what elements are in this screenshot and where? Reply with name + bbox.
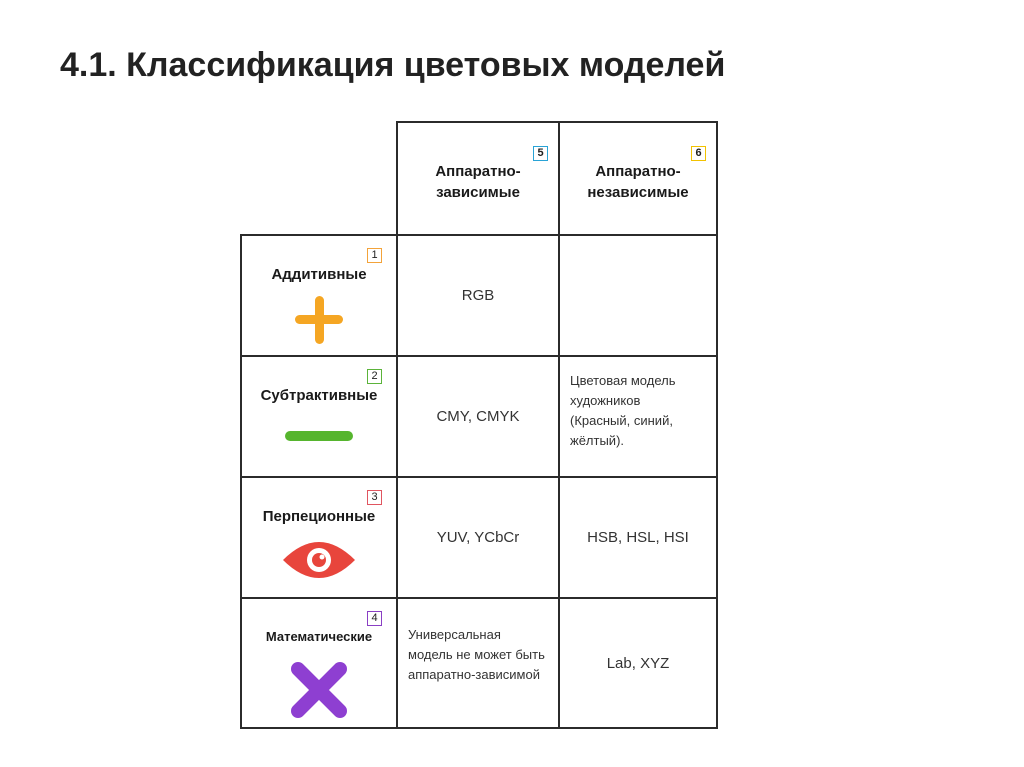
row-header-subtractive: [240, 355, 398, 478]
cell-additive-dependent: [396, 234, 560, 357]
cell-line: Цветовая модель: [570, 373, 676, 388]
cell-subtractive-independent: [558, 355, 718, 478]
cell-value: RGB: [461, 287, 495, 304]
cell-line: (Красный, синий,: [570, 413, 673, 428]
column-header-dependent: [396, 121, 560, 236]
column-header-independent: [558, 121, 718, 236]
row-label: Математические: [265, 629, 373, 644]
row-header-perceptual: [240, 476, 398, 599]
cell-perceptual-dependent: [396, 476, 560, 599]
cell-value: HSB, HSL, HSI: [587, 529, 689, 546]
column-header-line: независимые: [587, 184, 689, 201]
cell-value: YUV, YCbCr: [436, 529, 520, 546]
badge-2: 2: [367, 369, 382, 384]
cell-value: [560, 357, 716, 476]
row-header-mathematical: [240, 597, 398, 729]
cell-value: Lab, XYZ: [606, 654, 670, 672]
cell-mathematical-independent: [558, 597, 718, 729]
column-header-line: Аппаратно-: [595, 163, 681, 180]
page-title: 4.1. Классификация цветовых моделей: [60, 46, 726, 84]
cell-value: CMY, CMYK: [436, 408, 520, 425]
eye-icon: [242, 538, 396, 582]
cross-icon: [242, 659, 396, 721]
badge-6: 6: [691, 146, 706, 161]
badge-1: 1: [367, 248, 382, 263]
cell-line: модель не может быть: [408, 647, 545, 662]
classification-table: [240, 121, 718, 729]
row-label: Аддитивные: [271, 266, 367, 283]
cell-perceptual-independent: [558, 476, 718, 599]
badge-4: 4: [367, 611, 382, 626]
cell-line: Универсальная: [408, 627, 501, 642]
cell-value: [398, 599, 558, 727]
plus-icon: [242, 294, 396, 346]
badge-5: 5: [533, 146, 548, 161]
row-label: Субтрактивные: [260, 387, 378, 404]
cell-line: художников: [570, 393, 641, 408]
cell-subtractive-dependent: [396, 355, 560, 478]
row-header-additive: [240, 234, 398, 357]
cell-line: аппаратно-зависимой: [408, 667, 540, 682]
cell-line: жёлтый).: [570, 433, 625, 448]
badge-3: 3: [367, 490, 382, 505]
cell-value: [560, 236, 716, 355]
column-header-line: Аппаратно-: [435, 163, 521, 180]
minus-icon: [242, 429, 396, 443]
column-header-line: зависимые: [436, 184, 520, 201]
cell-additive-independent: [558, 234, 718, 357]
cell-mathematical-dependent: [396, 597, 560, 729]
row-label: Перпеционные: [262, 508, 376, 525]
